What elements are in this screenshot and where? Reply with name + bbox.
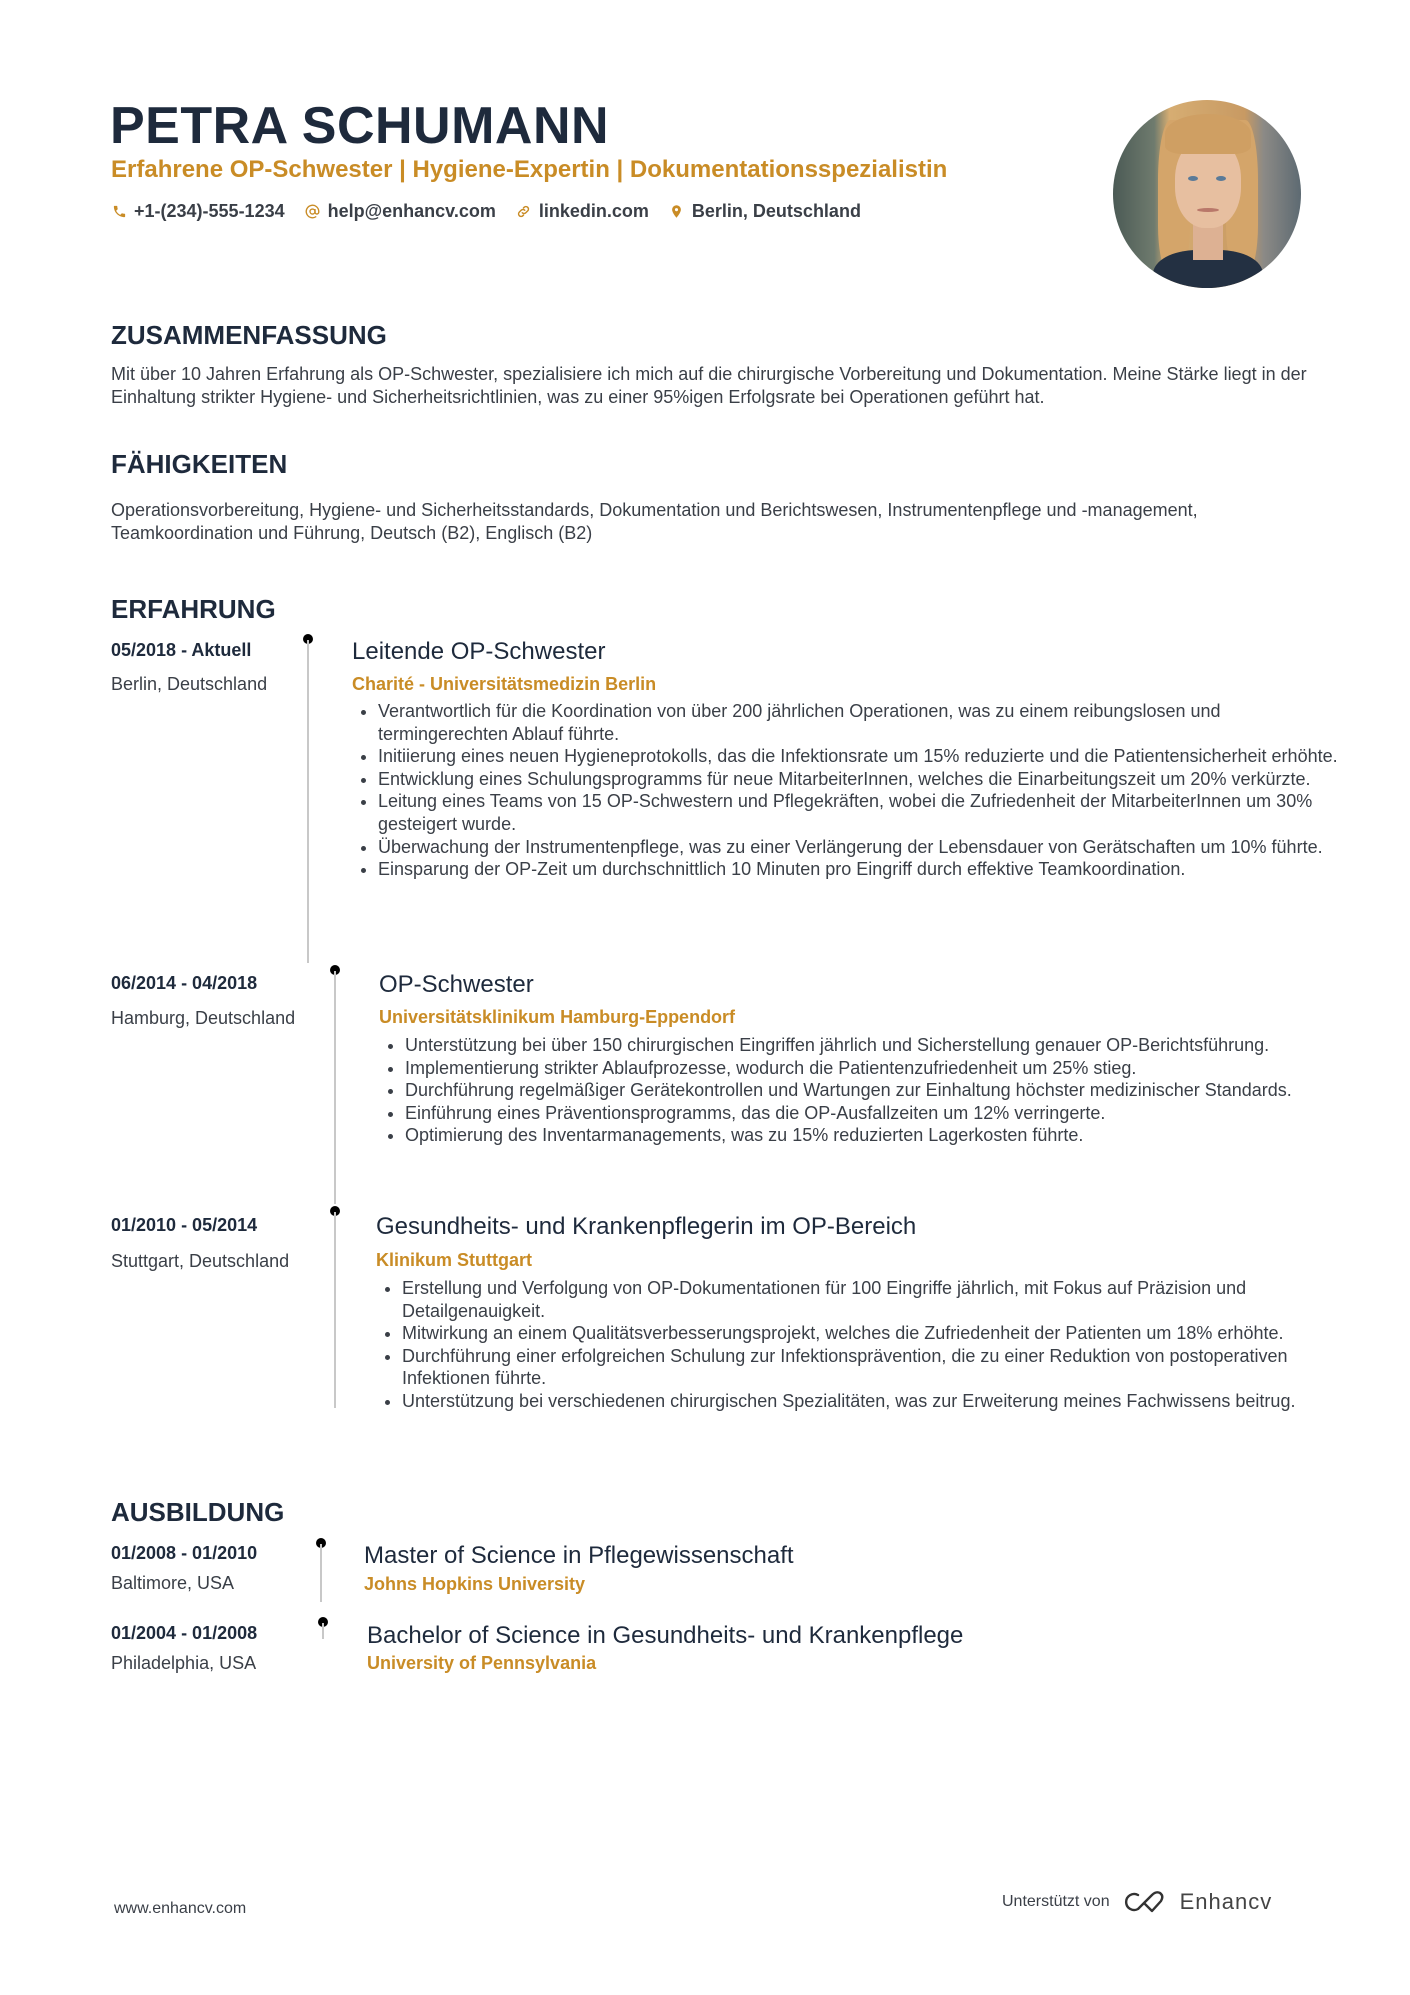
contact-location bbox=[669, 201, 861, 222]
link-icon bbox=[516, 203, 532, 221]
job-title: Gesundheits- und Krankenpflegerin im OP-Bereich bbox=[376, 1213, 917, 1240]
footer-website-link[interactable]: www.enhancv.com bbox=[114, 1900, 247, 1917]
achievement-item: • Durchführung regelmäßiger Gerätekontrollen und Wartungen zur Einhaltung höchster medizinischer Standards. bbox=[405, 1079, 1345, 1102]
timeline-line bbox=[320, 1544, 322, 1602]
achievement-item: • Überwachung der Instrumentenpflege, was zu einer Verlängerung der Lebensdauer von Gerätschaften um 10% führte. bbox=[378, 836, 1338, 859]
contact-email-text: help@enhancv.com bbox=[327, 201, 496, 221]
education-dates: 01/2008 - 01/2010 bbox=[111, 1543, 258, 1563]
contact-linkedin-text: linkedin.com bbox=[538, 201, 649, 221]
achievement-item: • Optimierung des Inventarmanagements, was zu 15% reduzierten Lagerkosten führte. bbox=[405, 1124, 1345, 1147]
job-location: Berlin, Deutschland bbox=[111, 674, 268, 694]
contact-email[interactable] bbox=[305, 201, 496, 222]
contact-phone-text: +1-(234)-555-1234 bbox=[134, 201, 285, 221]
timeline-line bbox=[322, 1623, 324, 1639]
achievement-item: • Erstellung und Verfolgung von OP-Dokumentationen für 100 Eingriffe jährlich, mit Fokus auf Präzision und Detailgenauigkeit. bbox=[402, 1277, 1352, 1322]
degree-title: Bachelor of Science in Gesundheits- und Krankenpflege bbox=[367, 1622, 964, 1649]
profile-photo bbox=[1113, 100, 1301, 288]
section-title-education: AUSBILDUNG bbox=[111, 1497, 285, 1527]
job-location: Hamburg, Deutschland bbox=[111, 1008, 296, 1028]
contact-phone[interactable] bbox=[111, 201, 285, 222]
phone-icon bbox=[111, 203, 127, 221]
job-achievements bbox=[376, 1277, 1352, 1413]
school-name: Johns Hopkins University bbox=[364, 1574, 586, 1594]
at-icon bbox=[305, 203, 321, 221]
achievement-item: • Leitung eines Teams von 15 OP-Schwestern und Pflegekräften, wobei die Zufriedenheit der MitarbeiterInnen um 30% gesteigert wurde. bbox=[378, 790, 1338, 835]
degree-title: Master of Science in Pflegewissenschaft bbox=[364, 1542, 794, 1569]
job-title: OP-Schwester bbox=[379, 971, 534, 998]
timeline-line bbox=[334, 1212, 336, 1408]
section-title-skills: FÄHIGKEITEN bbox=[111, 449, 288, 479]
achievement-item: • Unterstützung bei verschiedenen chirurgischen Spezialitäten, was zur Erweiterung meines Fachwissens beitrug. bbox=[402, 1390, 1352, 1413]
job-employer: Charité - Universitätsmedizin Berlin bbox=[352, 674, 657, 694]
achievement-item: • Verantwortlich für die Koordination von über 200 jährlichen Operationen, was zu einem reibungslosen und termingerechten Ablauf führte. bbox=[378, 700, 1338, 745]
job-title: Leitende OP-Schwester bbox=[352, 638, 606, 665]
location-pin-icon bbox=[669, 203, 685, 221]
summary-text: Mit über 10 Jahren Erfahrung als OP-Schwester, spezialisiere ich mich auf die chirurgische Vorbereitung und Dokumentation. Meine Stärke liegt in der Einhaltung strikter Hygiene- und Sicherheitsrichtlinien, was zu einer 95%igen Erfolgsrate bei Operationen geführt hat. bbox=[111, 364, 1307, 407]
education-location: Baltimore, USA bbox=[111, 1573, 235, 1593]
education-dates: 01/2004 - 01/2008 bbox=[111, 1623, 258, 1643]
school-name: University of Pennsylvania bbox=[367, 1653, 597, 1673]
skills-text: Operationsvorbereitung, Hygiene- und Sicherheitsstandards, Dokumentation und Berichtswesen, Instrumentenpflege und -management, Teamkoordination und Führung, Deutsch (B2), Englisch (B2) bbox=[111, 500, 1198, 543]
job-achievements bbox=[379, 1034, 1345, 1147]
job-employer: Universitätsklinikum Hamburg-Eppendorf bbox=[379, 1007, 736, 1027]
section-title-summary: ZUSAMMENFASSUNG bbox=[111, 320, 387, 350]
achievement-item: • Durchführung einer erfolgreichen Schulung zur Infektionsprävention, die zu einer Reduktion von postoperativen Infektionen führte. bbox=[402, 1345, 1352, 1390]
brand-name: Enhancv bbox=[1179, 1889, 1273, 1914]
job-achievements bbox=[352, 700, 1338, 881]
enhancv-logo-icon bbox=[1122, 1889, 1168, 1915]
job-location: Stuttgart, Deutschland bbox=[111, 1251, 290, 1271]
job-employer: Klinikum Stuttgart bbox=[376, 1250, 532, 1270]
achievement-item: • Implementierung strikter Ablaufprozesse, wodurch die Patientenzufriedenheit um 25% stieg. bbox=[405, 1057, 1345, 1080]
contact-bar bbox=[111, 201, 861, 222]
timeline-line bbox=[334, 971, 336, 1204]
job-dates: 05/2018 - Aktuell bbox=[111, 640, 252, 660]
education-location: Philadelphia, USA bbox=[111, 1653, 257, 1673]
powered-by-label: Unterstützt von bbox=[1002, 1893, 1110, 1910]
timeline-line bbox=[307, 640, 309, 963]
candidate-headline: Erfahrene OP-Schwester | Hygiene-Expertin | Dokumentationsspezialistin bbox=[111, 156, 948, 183]
contact-linkedin[interactable] bbox=[516, 201, 649, 222]
achievement-item: • Initiierung eines neuen Hygieneprotokolls, das die Infektionsrate um 15% reduzierte und die Patientensicherheit erhöhte. bbox=[378, 745, 1338, 768]
job-dates: 06/2014 - 04/2018 bbox=[111, 973, 258, 993]
candidate-name: PETRA SCHUMANN bbox=[110, 97, 610, 155]
achievement-item: • Mitwirkung an einem Qualitätsverbesserungsprojekt, welches die Zufriedenheit der Patienten um 18% erhöhte. bbox=[402, 1322, 1352, 1345]
achievement-item: • Entwicklung eines Schulungsprogramms für neue MitarbeiterInnen, welches die Einarbeitungszeit um 20% verkürzte. bbox=[378, 768, 1338, 791]
section-title-experience: ERFAHRUNG bbox=[111, 594, 276, 624]
footer-powered-by[interactable] bbox=[1002, 1889, 1272, 1915]
achievement-item: • Unterstützung bei über 150 chirurgischen Eingriffen jährlich und Sicherstellung genauer OP-Berichtsführung. bbox=[405, 1034, 1345, 1057]
job-dates: 01/2010 - 05/2014 bbox=[111, 1215, 258, 1235]
achievement-item: • Einsparung der OP-Zeit um durchschnittlich 10 Minuten pro Eingriff durch effektive Teamkoordination. bbox=[378, 858, 1338, 881]
contact-location-text: Berlin, Deutschland bbox=[691, 201, 861, 221]
achievement-item: • Einführung eines Präventionsprogramms, das die OP-Ausfallzeiten um 12% verringerte. bbox=[405, 1102, 1345, 1125]
